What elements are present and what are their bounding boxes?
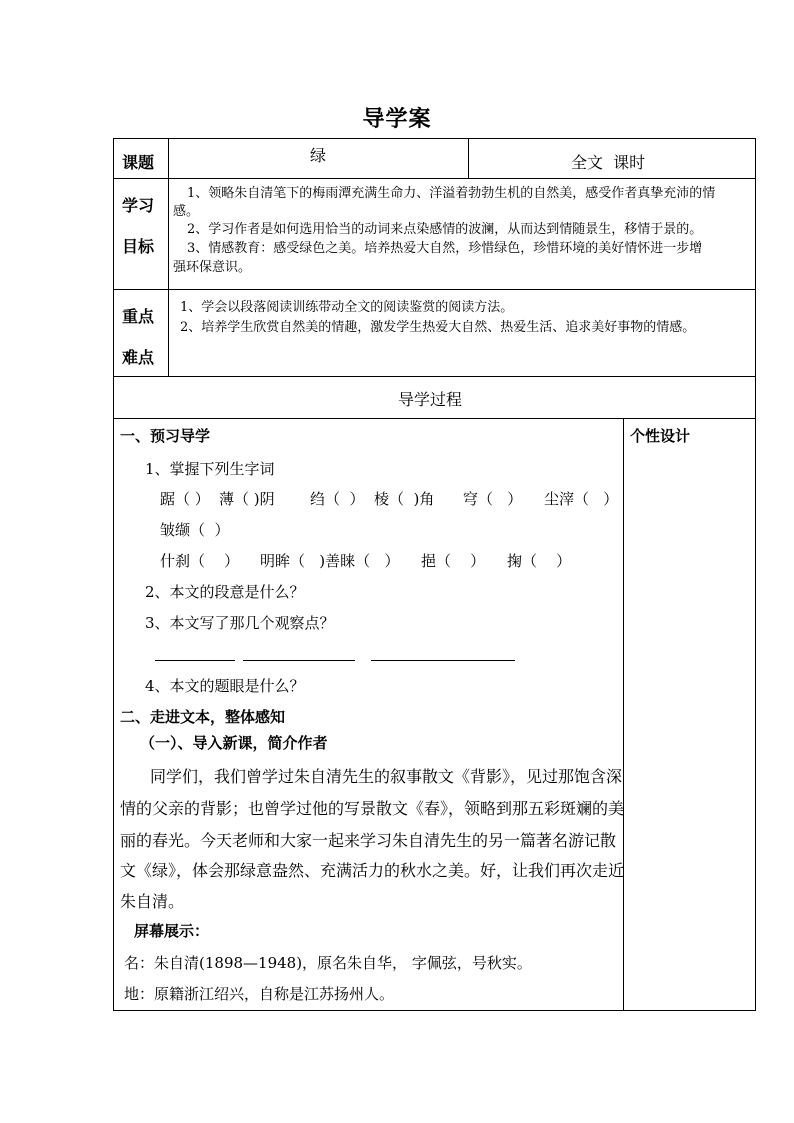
word-item: 尘滓（ ） — [544, 490, 619, 508]
objectives-label-2: 目标 — [122, 237, 155, 256]
paragraph-line: 朱自清。 — [120, 892, 185, 911]
row-divider — [113, 418, 756, 419]
word-item: 棱（ )角 — [374, 490, 435, 508]
row-divider — [113, 376, 756, 377]
objective-line: 强环保意识。 — [173, 260, 252, 275]
keypoint-line: 2、培养学生欣赏自然美的情趣，激发学生热爱大自然、热爱生活、追求美好事物的情感。 — [180, 320, 696, 335]
objective-line: 感。 — [173, 204, 200, 219]
paragraph-line: 同学们，我们曾学过朱自清先生的叙事散文《背影》，见过那饱含深 — [150, 767, 623, 786]
objective-line: 3、情感教育：感受绿色之美。培养热爱大自然，珍惜绿色，珍惜环境的美好情怀进一步增 — [187, 241, 703, 256]
screen-label: 屏幕展示： — [134, 922, 210, 940]
paragraph-line: 情的父亲的背影；也曾学过他的写景散文《春》，领略到那五彩斑斓的美 — [120, 799, 625, 818]
header-column-divider — [468, 138, 469, 178]
preview-q4: 4、本文的题眼是什么？ — [145, 677, 305, 695]
paragraph-line: 文《绿》，体会那绿意盎然、充满活力的秋水之美。好，让我们再次走近 — [120, 861, 625, 880]
side-column-divider — [623, 418, 624, 1011]
word-item: 踞（ ） — [160, 490, 210, 508]
process-heading: 导学过程 — [398, 390, 463, 409]
answer-blank — [371, 660, 515, 661]
word-item: 穹（ ） — [463, 490, 523, 508]
preview-q3: 3、本文写了那几个观察点？ — [145, 614, 335, 632]
word-item: 什刹（ ） — [160, 552, 240, 570]
word-item: 绉（ ） — [310, 490, 365, 508]
objectives-label-1: 学习 — [122, 196, 155, 215]
word-item: 皱缬（ ） — [160, 521, 230, 539]
answer-blank — [243, 660, 355, 661]
page-title: 导学案 — [362, 106, 432, 132]
preview-q1: 1、掌握下列生字词 — [145, 460, 275, 478]
keypoints-label-1: 重点 — [122, 307, 155, 326]
row-divider — [113, 178, 756, 179]
word-item: 薄（ )阴 — [219, 490, 275, 508]
answer-blank — [155, 660, 235, 661]
keypoints-label-2: 难点 — [122, 348, 155, 367]
side-column-heading: 个性设计 — [630, 427, 691, 445]
lesson-period: 全文 课时 — [571, 153, 646, 172]
course-label: 课题 — [122, 153, 155, 172]
keypoint-line: 1、学会以段落阅读训练带动全文的阅读鉴赏的阅读方法。 — [180, 300, 514, 315]
objective-line: 2、学习作者是如何选用恰当的动词来点染感情的波澜，从而达到情随景生，移情于景的。 — [187, 222, 703, 237]
author-place-line: 地：原籍浙江绍兴，自称是江苏扬州人。 — [124, 985, 395, 1003]
section2-heading: 二、走进文本，整体感知 — [120, 708, 286, 726]
label-column-divider — [168, 138, 169, 376]
objective-line: 1、领略朱自清笔下的梅雨潭充满生命力、洋溢着勃勃生机的自然美，感受作者真挚充沛的情 — [187, 186, 716, 201]
row-divider — [113, 289, 756, 290]
author-name-line: 名：朱自清(1898—1948)，原名朱自华， 字佩弦，号秋实。 — [124, 954, 532, 972]
lesson-name: 绿 — [310, 146, 327, 165]
paragraph-line: 丽的春光。今天老师和大家一起来学习朱自清先生的另一篇著名游记散 — [120, 831, 617, 850]
section2-subheading: （一）、导入新课，简介作者 — [140, 734, 328, 752]
word-item: 挹（ ） — [421, 552, 486, 570]
word-item: 明眸（ )善睐（ ） — [260, 552, 400, 570]
preview-heading: 一、预习导学 — [120, 427, 211, 445]
preview-q2: 2、本文的段意是什么？ — [145, 583, 305, 601]
word-item: 掬（ ） — [507, 552, 572, 570]
